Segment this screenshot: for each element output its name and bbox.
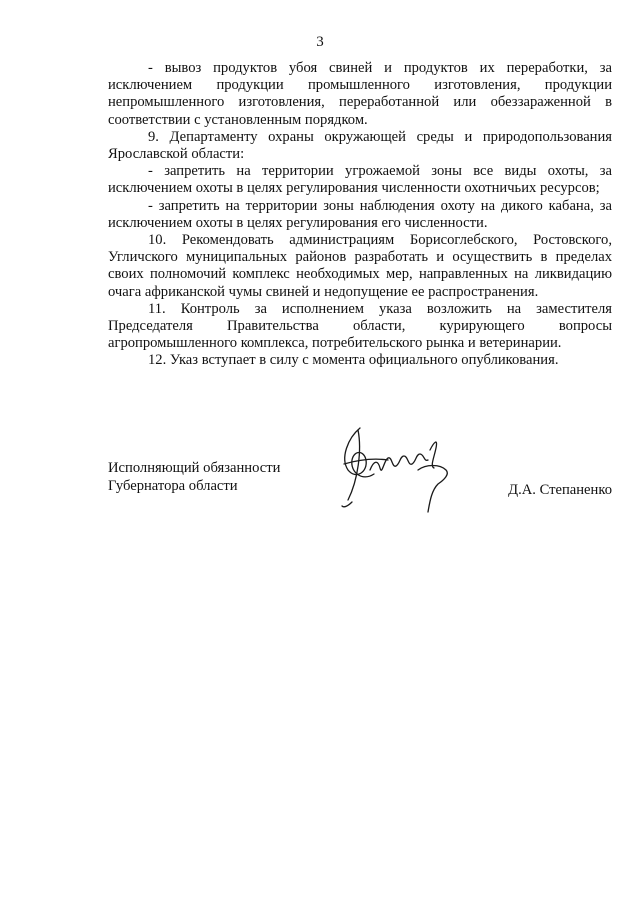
handwritten-signature xyxy=(318,420,468,515)
paragraph-item-12: 12. Указ вступает в силу с момента официального опубликования. xyxy=(148,352,559,369)
paragraph-item-9: 9. Департаменту охраны окружающей среды и природопользования Ярославской области: xyxy=(108,128,612,163)
document-body xyxy=(108,60,612,370)
signatory-title xyxy=(108,460,308,495)
signatory-title-line-1: Исполняющий обязанности xyxy=(108,460,281,476)
paragraph-hunting-ban-threatened-zone: - запретить на территории угрожаемой зоны все виды охоты, за исключением охоты в целях регулирования численности охотничьих ресурсов; xyxy=(108,163,612,197)
signatory-name: Д.А. Степаненко xyxy=(508,482,612,498)
paragraph-boar-hunting-ban: - запретить на территории зоны наблюдения охоту на дикого кабана, за исключением охоты в целях регулирования его численности. xyxy=(108,197,612,231)
paragraph-export-ban: - вывоз продуктов убоя свиней и продуктов их переработки, за исключением продукции промышленного изготовления, продукции непромышленного изготовления, переработанной или обеззараженной в соответствии с установленным порядком. xyxy=(108,60,612,128)
signatory-title-line-2: Губернатора области xyxy=(108,477,238,494)
page-number: 3 xyxy=(316,34,324,50)
paragraph-item-10: 10. Рекомендовать администрациям Борисоглебского, Ростовского, Угличского муниципальных районов разработать и осуществить в пределах своих полномочий комплекс необходимых мер, направленных на ликвидацию очага африканской чумы свиней и недопущение ее распространения. xyxy=(108,232,612,300)
signature-block xyxy=(0,420,640,540)
paragraph-item-11: 11. Контроль за исполнением указа возложить на заместителя Председателя Правительства области, курирующего вопросы агропромышленного комплекса, потребительского рынка и ветеринарии. xyxy=(108,300,612,352)
